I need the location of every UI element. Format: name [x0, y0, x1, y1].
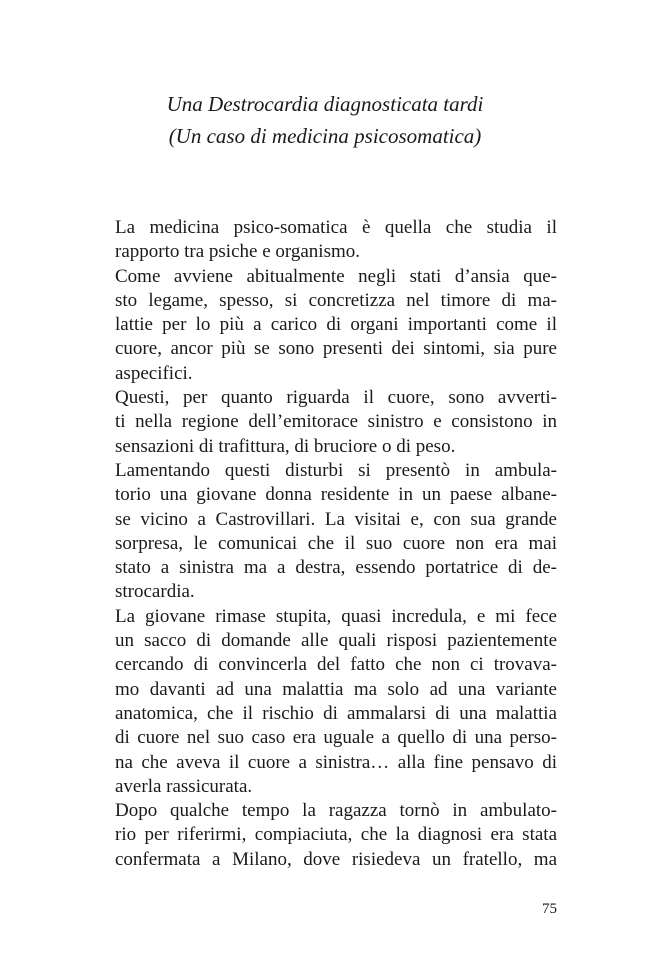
text-line: sorpresa, le comunicai che il suo cuore non era mai	[115, 532, 557, 554]
text-line: stato a sinistra ma a destra, essendo portatrice di de-	[115, 557, 557, 579]
text-line: strocardia.	[115, 581, 195, 603]
text-line: Come avviene abitualmente negli stati d’ansia que-	[115, 265, 557, 287]
text-line: lattie per lo più a carico di organi importanti come il	[115, 314, 557, 336]
text-line: sto legame, spesso, si concretizza nel timore di ma-	[115, 289, 557, 311]
chapter-title-line-1: Una Destrocardia diagnosticata tardi	[166, 92, 484, 116]
text-line: La giovane rimase stupita, quasi incredula, e mi fece	[115, 605, 557, 627]
chapter-title-line-2: (Un caso di medicina psicosomatica)	[168, 124, 482, 148]
text-line: cuore, ancor più se sono presenti dei sintomi, sia pure	[115, 338, 557, 360]
body-text	[93, 216, 557, 872]
text-line: ti nella regione dell’emitorace sinistro e consistono in	[115, 411, 557, 433]
text-line: un sacco di domande alle quali risposi pazientemente	[115, 630, 557, 652]
text-line: confermata a Milano, dove risiedeva un fratello, ma	[115, 848, 557, 870]
paragraph	[93, 605, 557, 799]
text-line: Dopo qualche tempo la ragazza tornò in ambulato-	[115, 800, 557, 822]
text-line: rapporto tra psiche e organismo.	[115, 241, 360, 263]
text-line: na che aveva il cuore a sinistra… alla fine pensavo di	[115, 751, 557, 773]
text-line: se vicino a Castrovillari. La visitai e, con sua grande	[115, 508, 557, 530]
text-line: mo davanti ad una malattia ma solo ad una variante	[115, 678, 557, 700]
page-number: 75	[542, 901, 557, 917]
text-line: rio per riferirmi, compiaciuta, che la diagnosi era stata	[115, 824, 557, 846]
paragraph	[93, 386, 557, 459]
text-line: aspecifici.	[115, 362, 193, 384]
text-line: Questi, per quanto riguarda il cuore, sono avverti-	[115, 387, 557, 409]
text-line: sensazioni di trafittura, di bruciore o di peso.	[115, 435, 456, 457]
text-line: anatomica, che il rischio di ammalarsi di una malattia	[115, 702, 557, 724]
chapter-title	[0, 88, 650, 152]
text-line: torio una giovane donna residente in un paese albane-	[115, 484, 557, 506]
paragraph	[93, 265, 557, 386]
paragraph	[93, 459, 557, 605]
text-line: Lamentando questi disturbi si presentò in ambula-	[115, 459, 557, 481]
paragraph	[93, 216, 557, 265]
text-line: averla rassicurata.	[115, 775, 253, 797]
paragraph	[93, 799, 557, 872]
text-line: di cuore nel suo caso era uguale a quello di una perso-	[115, 727, 557, 749]
text-line: La medicina psico-somatica è quella che studia il	[115, 217, 557, 238]
text-line: cercando di convincerla del fatto che non ci trovava-	[115, 654, 557, 676]
